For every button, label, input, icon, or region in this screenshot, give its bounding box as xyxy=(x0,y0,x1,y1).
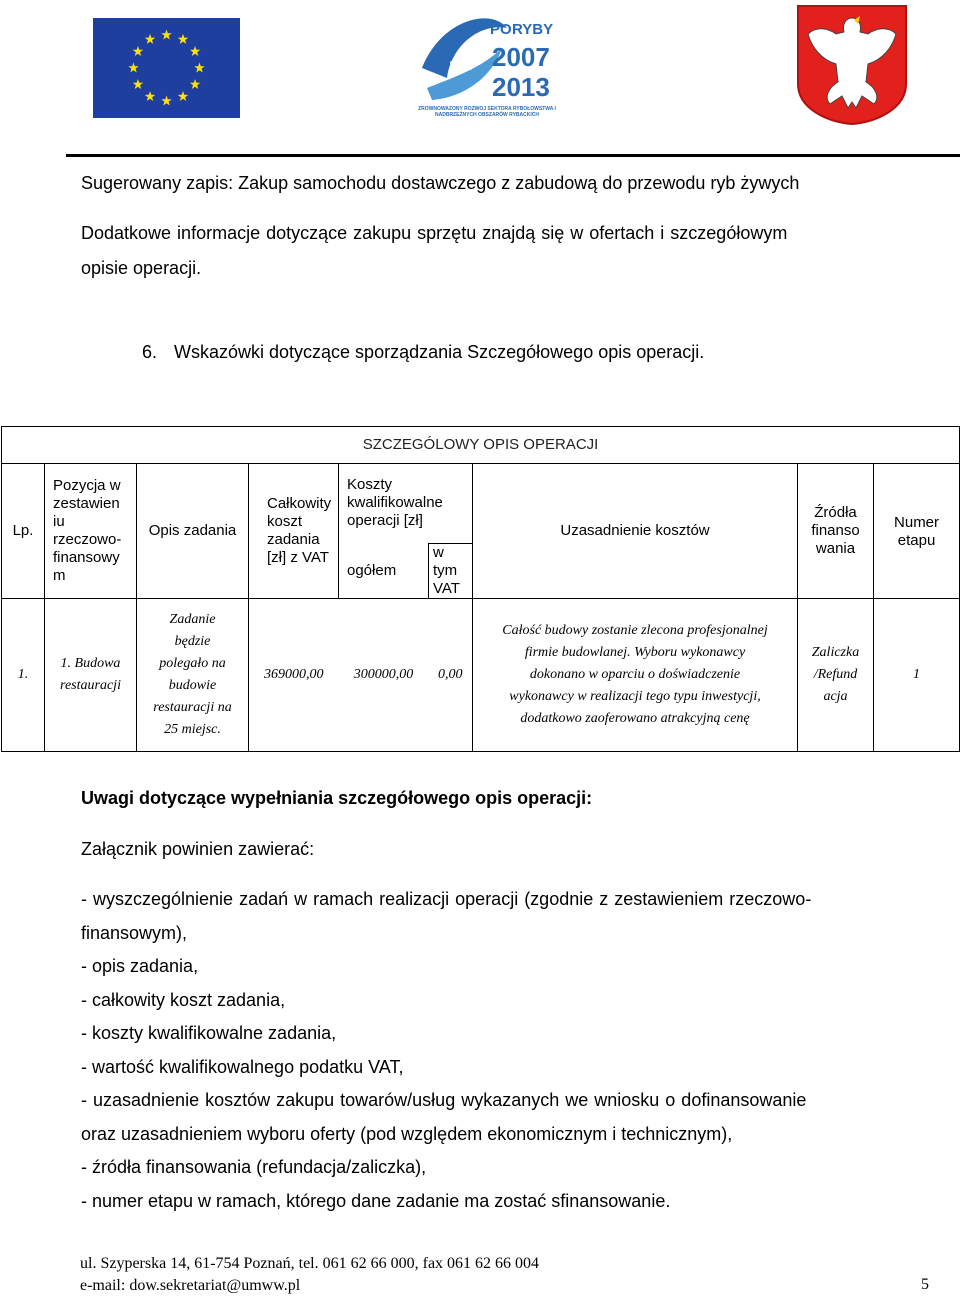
notes-title: Uwagi dotyczące wypełniania szczegółowego opis operacji: xyxy=(81,788,593,808)
row-justification-line: wykonawcy w realizacji tego typu inwestycji, xyxy=(509,689,761,704)
operation-description-table xyxy=(1,426,960,752)
header-source xyxy=(798,464,874,599)
header-position-line: iu xyxy=(53,513,65,530)
header-source-line: finanso xyxy=(811,522,860,539)
header-stage-line: etapu xyxy=(897,532,936,549)
row-eligible-vat: 0,00 xyxy=(429,599,473,752)
header-position xyxy=(45,464,137,599)
header-position-line: m xyxy=(53,567,66,584)
row-justification-line: Całość budowy zostanie zlecona profesjonalnej xyxy=(502,623,768,638)
notes-item: oraz uzasadnieniem wyboru oferty (pod względem ekonomicznym i technicznym), xyxy=(81,1124,733,1144)
logo-caption: ZRÓWNOWAŻONY ROZWÓJ SEKTORA RYBOŁÓWSTWA I NADBRZEŻNYCH OBSZARÓW RYBACKICH xyxy=(418,106,556,118)
row-source-line: Zaliczka xyxy=(811,645,860,660)
header-eligible-line: kwalifikowalne xyxy=(347,494,443,511)
row-stage: 1 xyxy=(874,599,960,752)
logo-2013-text: 2013 xyxy=(492,72,550,102)
header-justification: Uzasadnienie kosztów xyxy=(473,464,798,599)
header-source-line: wania xyxy=(815,540,856,557)
header-total-cost-line: [zł] z VAT xyxy=(267,549,329,566)
row-position xyxy=(45,599,137,752)
header-description: Opis zadania xyxy=(137,464,249,599)
header-logos xyxy=(0,0,960,140)
header-source-line: Źródła xyxy=(814,504,857,521)
header-total-cost-line: Całkowity xyxy=(267,495,332,512)
header-vat-line: w xyxy=(433,544,444,561)
row-source-line: /Refund xyxy=(813,667,858,682)
section-number: 6. xyxy=(142,342,158,362)
header-vat-line: VAT xyxy=(433,580,460,597)
header-position-line: Pozycja w xyxy=(53,477,121,494)
notes-item: - numer etapu w ramach, którego dane zadanie ma zostać sfinansowanie. xyxy=(81,1191,671,1211)
header-position-line: zestawien xyxy=(53,495,120,512)
row-description-line: budowie xyxy=(168,678,217,693)
wielkopolska-coat-of-arms xyxy=(796,4,908,126)
additional-info-line2: opisie operacji. xyxy=(81,258,202,278)
row-justification xyxy=(473,599,798,752)
logo-2007-text: 2007 xyxy=(492,42,550,72)
eu-flag-logo xyxy=(93,18,240,118)
header-stage xyxy=(874,464,960,599)
header-total-cost xyxy=(249,464,339,599)
notes-item: - źródła finansowania (refundacja/zaliczka), xyxy=(81,1157,427,1177)
header-stage-line: Numer xyxy=(894,514,940,531)
suggested-entry-text: Sugerowany zapis: Zakup samochodu dostawczego z zabudową do przewodu ryb żywych xyxy=(81,173,800,193)
notes-intro: Załącznik powinien zawierać: xyxy=(81,839,315,859)
header-position-line: finansowy xyxy=(53,549,120,566)
row-justification-line: dokonano w oparciu o doświadczenie xyxy=(529,667,741,682)
row-description-line: będzie xyxy=(174,634,211,649)
footer-email: e-mail: dow.sekretariat@umww.pl xyxy=(80,1277,301,1294)
header-position-line: rzeczowo- xyxy=(53,531,122,548)
section-title: Wskazówki dotyczące sporządzania Szczegółowego opis operacji. xyxy=(174,342,705,362)
row-description xyxy=(137,599,249,752)
additional-info-line1: Dodatkowe informacje dotyczące zakupu sprzętu znajdą się w ofertach i szczegółowym xyxy=(81,223,788,243)
row-eligible-total: 300000,00 xyxy=(339,599,429,752)
logo-po-text: PO xyxy=(490,21,512,38)
row-source xyxy=(798,599,874,752)
row-justification-line: firmie budowlanej. Wyboru wykonawcy xyxy=(524,645,746,660)
notes-item: - koszty kwalifikowalne zadania, xyxy=(81,1023,337,1043)
header-eligible-costs xyxy=(339,464,473,544)
header-lp: Lp. xyxy=(2,464,45,599)
row-position-line: restauracji xyxy=(60,678,121,693)
notes-item: - całkowity koszt zadania, xyxy=(81,990,286,1010)
header-vat-line: tym xyxy=(433,562,458,579)
row-position-line: 1. Budowa xyxy=(60,656,121,671)
logo-ryby-text: RYBY xyxy=(512,21,554,38)
header-eligible-line: Koszty xyxy=(347,476,393,493)
notes-item: finansowym), xyxy=(81,923,188,943)
row-description-line: restauracji na xyxy=(153,700,232,715)
header-divider xyxy=(66,154,960,157)
footer-address: ul. Szyperska 14, 61-754 Poznań, tel. 061 62 66 000, fax 061 62 66 004 xyxy=(80,1255,540,1272)
row-lp: 1. xyxy=(2,599,45,752)
header-eligible-total: ogółem xyxy=(339,544,429,599)
row-description-line: polegało na xyxy=(159,656,226,671)
header-total-cost-line: zadania xyxy=(267,531,320,548)
po-ryby-logo xyxy=(412,8,562,128)
row-total-cost: 369000,00 xyxy=(249,599,339,752)
notes-item: - uzasadnienie kosztów zakupu towarów/usług wykazanych we wniosku o dofinansowanie xyxy=(81,1090,807,1110)
notes-item: - opis zadania, xyxy=(81,956,199,976)
row-description-line: 25 miejsc. xyxy=(164,722,221,737)
page-number: 5 xyxy=(921,1276,929,1293)
row-description-line: Zadanie xyxy=(169,612,216,627)
header-eligible-line: operacji [zł] xyxy=(347,512,423,529)
header-eligible-vat xyxy=(429,544,473,599)
notes-item: - wartość kwalifikowalnego podatku VAT, xyxy=(81,1057,404,1077)
row-justification-line: dodatkowo zaoferowano atrakcyjną cenę xyxy=(520,711,750,726)
header-total-cost-line: koszt xyxy=(267,513,303,530)
table-title: SZCZEGÓLOWY OPIS OPERACJI xyxy=(2,427,960,464)
notes-item: - wyszczególnienie zadań w ramach realizacji operacji (zgodnie z zestawieniem rzeczowo- xyxy=(81,889,812,909)
row-source-line: acja xyxy=(823,689,848,704)
